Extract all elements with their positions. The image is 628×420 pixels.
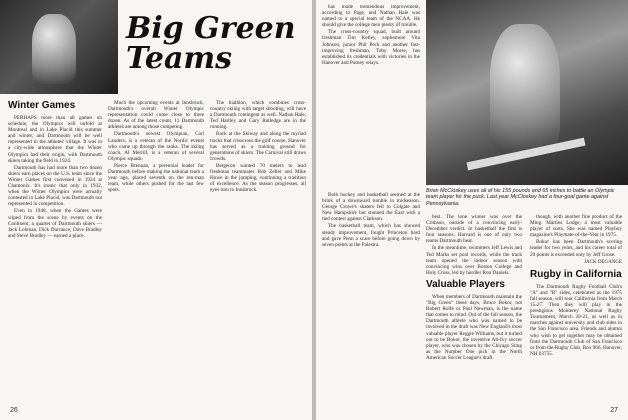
paragraph: Pierce Brennan, a perennial leader for Dartmouth before making the national team a year ago, placed seventh on the ten-man team, while others pushed for the last few spots. bbox=[108, 162, 204, 194]
page-number-right: 27 bbox=[610, 407, 618, 414]
headline-line-2: Teams bbox=[126, 41, 233, 76]
left-column-1 bbox=[8, 100, 102, 240]
section-title-winter-games: Winter Games bbox=[8, 100, 76, 111]
right-top-column-1 bbox=[322, 4, 420, 67]
page-number-left: 26 bbox=[10, 407, 18, 414]
paragraph: Even in 1948, when the Games were wiped from the scene by events on the Continent, a quartet of Dartmouth skiers — Jack Lohman, Dick Durrance, Dave Bradley and Steve Bradley — earned a place. bbox=[8, 208, 102, 239]
paragraph: PERHAPS more than all games on schedule, the Olympics will unfold at Montreal and in Lake Placid this summer and winter, and Dartmouth will be well represented in the athletes' village. It was in a city-wide atmosphere that the Winter Olympics had their origin, with Dartmouth skiers taking the field in 1924. bbox=[8, 115, 102, 164]
right-bottom-column-1 bbox=[426, 214, 522, 362]
paragraph: has made tremendous improvement, according to Page, and Nathan Hale was named to a special team of the NCAA. He should give the college men plenty of trouble. bbox=[322, 4, 420, 29]
headline-line-1: Big Green bbox=[126, 11, 296, 46]
paragraph: The cross-country squad, built around freshman Tim Kelley, sophomore Vita Johnson, junior Phil Peck and another fast-improving freshman, Toby Morse, has established its credentials with victories in the Hanover and Putney relays. bbox=[322, 29, 420, 66]
right-bottom-column-2 bbox=[530, 214, 622, 358]
paragraph: The basketball team, which has showed steady improvement, fought Princeton hard and gave Penn a scare before going down by seven points at the Palestra. bbox=[322, 223, 420, 248]
left-page bbox=[0, 0, 312, 420]
right-page bbox=[316, 0, 628, 420]
page-headline bbox=[126, 11, 306, 76]
left-column-2 bbox=[108, 100, 204, 194]
paragraph: Dartmouth's newest Olympian, Carl Landers, is a veteran of the Nordic events who came up through the ranks. The skiing coach, Al Merrill, is a veteran of several Olympic squads. bbox=[108, 131, 204, 162]
left-column-3 bbox=[210, 100, 306, 194]
paragraph: The Dartmouth Rugby Football Club's "A" and "B" sides, celebrated as the 1975 fall season, will tour California from March 15-27. Then they will play in the prestigious Monterey National Rugby Tournament, March 20-21, as well as in matches against university and club sides in the San Francisco area. Friends and alumni who wish to get together may be obtained from the Dartmouth Club of San Francisco or from the Rugby Club, Box 966, Hanover, NH 03755. bbox=[530, 283, 622, 357]
hockey-player-figure bbox=[490, 24, 560, 154]
paragraph: The biathlon, which combines cross-country skiing with target shooting, will have a Dartmouth contingent as well. Nathan Hale, Ted Hartley and Gary Rutledge are in the running. bbox=[210, 100, 306, 131]
paragraph: Dartmouth has had more than two dozen skiers earn places on the U.S. team since the Winter Games first convened in 1924 at Chamonix. It's ironic that only in 1932, when the Winter Olympics were actually contested in Lake Placid, was Dartmouth not represented in competition. bbox=[8, 164, 102, 208]
skier-photo bbox=[0, 0, 118, 94]
paragraph: Much the upcoming events at Innsbruck, Dartmouth's overall Winter Olympic representation could come close to three dozen. As of the latest count, 11 Dartmouth athletes are among those competing. bbox=[108, 100, 204, 131]
paragraph: Bokor has been Dartmouth's scoring leader for two years, and his career total of 29 points is exceeded only by Jeff Grose. bbox=[530, 239, 622, 258]
hockey-photo bbox=[426, 0, 628, 185]
skier-figure bbox=[32, 14, 76, 84]
paragraph: In the meantime, swimmers Jeff Lewis and Ted Marks set pool records, while the track team opened the indoor season with convincing wins over Boston College and Holy Cross, led by hurdler Ron Daniels. bbox=[426, 245, 522, 276]
paragraph: Back at the Skiway and along the myriad tracks that crisscross the golf course, Hanover has served as a training ground for generations of skiers. The Carnival still draws crowds. bbox=[210, 131, 306, 162]
paragraph: Bergeron wanted 70 meters to lead freshman teammates Bob Zeller and Mike Howe in the jumping, continuing a tradition of excellence. As the season progresses, all eyes turn to Innsbruck. bbox=[210, 162, 306, 194]
paragraph: best. The lone winner was over the Crimson, outside of a convincing early-December verdict. In basketball the first is four seasons, Harvard is one of only two teams Dartmouth beat. bbox=[426, 214, 522, 245]
author-byline: JACK DEGANGE bbox=[584, 259, 622, 265]
section-title-valuable-players: Valuable Players bbox=[426, 278, 505, 290]
right-top-column-2 bbox=[322, 192, 420, 249]
paragraph: When members of Dartmouth maintain the "Big Green" these days, Bruce Bokor, not Robert Rolfe or Paul Newman, is the name that comes to mind. Out of the fall season, the Dartmouth athlete who was named to be involved in the draft was New England's most valuable player Reggie Williams, but it turned out to be Bokor, the inventive All-Ivy soccer player, who was chosen by the Chicago Sting as the Number One pick in the North American Soccer League's draft. bbox=[426, 293, 522, 361]
paragraph: though, with another fine product of the Ming. Martins Lodge, a most valuable player of sorts. She was named Playboy magazine's Playmate-of-the-Year in 1975. bbox=[530, 214, 622, 239]
paragraph: Both hockey and basketball seemed at the brink of a downward tumble in midseason. George Crowe's skaters fell to Colgate and New Hampshire but stunned the East with a tied contest against Clarkson. bbox=[322, 192, 420, 223]
photo-caption: Brian McCloskey uses all of his 155 pounds and 65 inches to battle an Olympic team player for the puck. Last year McCloskey had a four-goal game against Pennsylvania. bbox=[426, 188, 615, 207]
section-title-rugby: Rugby in California bbox=[530, 268, 622, 280]
